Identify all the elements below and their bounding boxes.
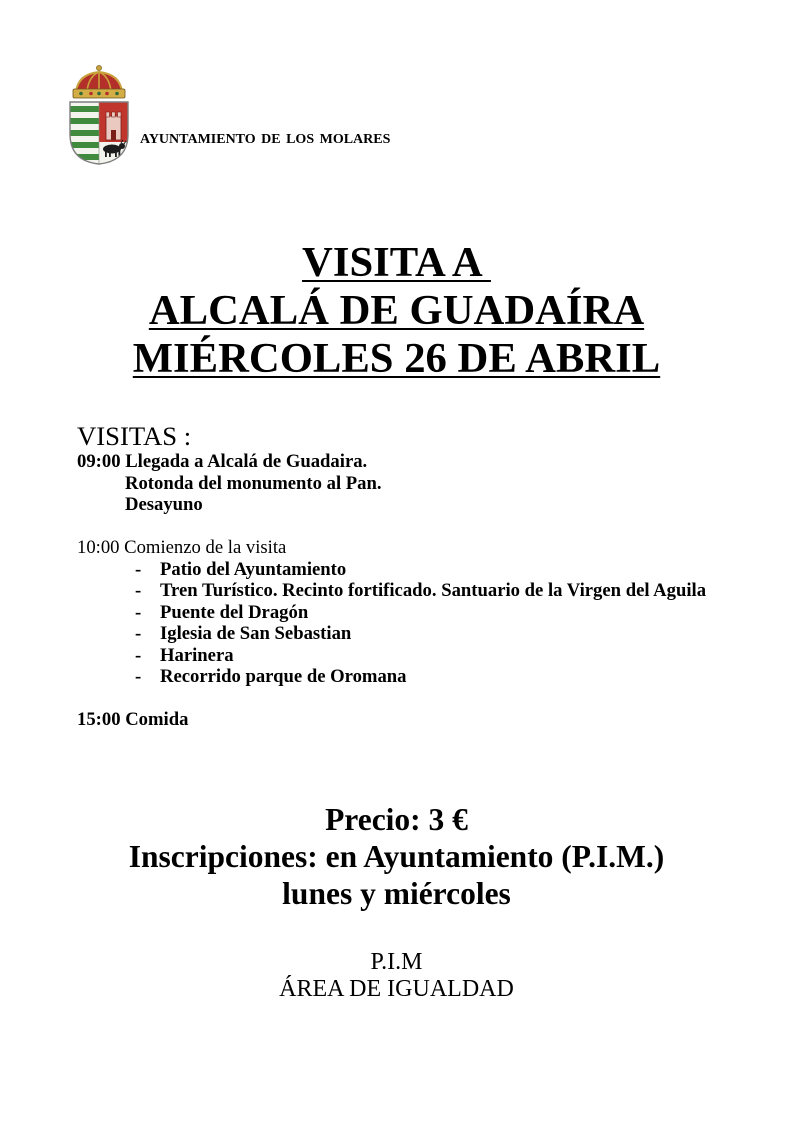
visit-item <box>77 666 757 688</box>
visit-item-text: Tren Turístico. Recinto fortificado. Santuario de la Virgen del Aguila <box>160 580 707 601</box>
footer-signature <box>0 949 793 1003</box>
crown-icon <box>73 65 125 98</box>
bullet-dash: - <box>135 580 142 601</box>
office-name: P.I.M <box>370 949 423 975</box>
visit-item-text: Harinera <box>160 644 234 666</box>
visit-start-time: 10:00 Comienzo de la visita <box>77 537 287 558</box>
arrival-detail-meeting-point: Rotonda del monumento al Pan. <box>125 472 382 494</box>
coat-of-arms-icon <box>65 64 133 166</box>
title-line-2-text: ALCALÁ DE GUADAÍRA <box>148 287 645 334</box>
lunch-time: 15:00 Comida <box>77 709 189 730</box>
visit-item-text: Patio del Ayuntamiento <box>160 558 347 580</box>
visit-item <box>77 559 757 581</box>
registration-text: Inscripciones: en Ayuntamiento (P.I.M.) <box>128 839 665 874</box>
arrival-time: 09:00 Llegada a Alcalá de Guadaira. <box>77 451 368 472</box>
schedule-list <box>77 451 757 731</box>
visit-item <box>77 645 757 667</box>
price-text: Precio: 3 € <box>325 802 468 837</box>
title-line-3-text: MIÉRCOLES 26 DE ABRIL <box>132 335 661 382</box>
visit-item-text: Iglesia de San Sebastian <box>160 623 352 644</box>
registration-days-text: lunes y miércoles <box>282 876 511 911</box>
department-name: ÁREA DE IGUALDAD <box>279 976 514 1002</box>
bullet-dash: - <box>135 666 142 687</box>
bullet-dash: - <box>135 601 142 623</box>
visit-item-text: Recorrido parque de Oromana <box>160 666 407 687</box>
event-title <box>0 239 793 383</box>
visit-item <box>77 623 757 645</box>
visit-item <box>77 580 757 602</box>
coat-of-arms-svg <box>65 64 133 166</box>
visits-heading: VISITAS : <box>77 421 192 451</box>
spacer <box>77 516 757 538</box>
title-line-1 <box>0 239 793 287</box>
bullet-dash: - <box>135 558 142 580</box>
bullet-dash: - <box>135 644 142 666</box>
registration-info <box>0 801 793 912</box>
title-line-1-text: VISITA A <box>302 239 491 286</box>
title-line-2 <box>0 287 793 335</box>
tower-icon <box>106 112 121 140</box>
title-line-3 <box>0 335 793 383</box>
spacer <box>77 688 757 710</box>
arrival-detail-breakfast: Desayuno <box>125 494 203 515</box>
visit-item <box>77 602 757 624</box>
bullet-dash: - <box>135 623 142 644</box>
visit-item-text: Puente del Dragón <box>160 601 309 623</box>
organization-name: AYUNTAMIENTO DE LOS MOLARES <box>140 132 391 147</box>
